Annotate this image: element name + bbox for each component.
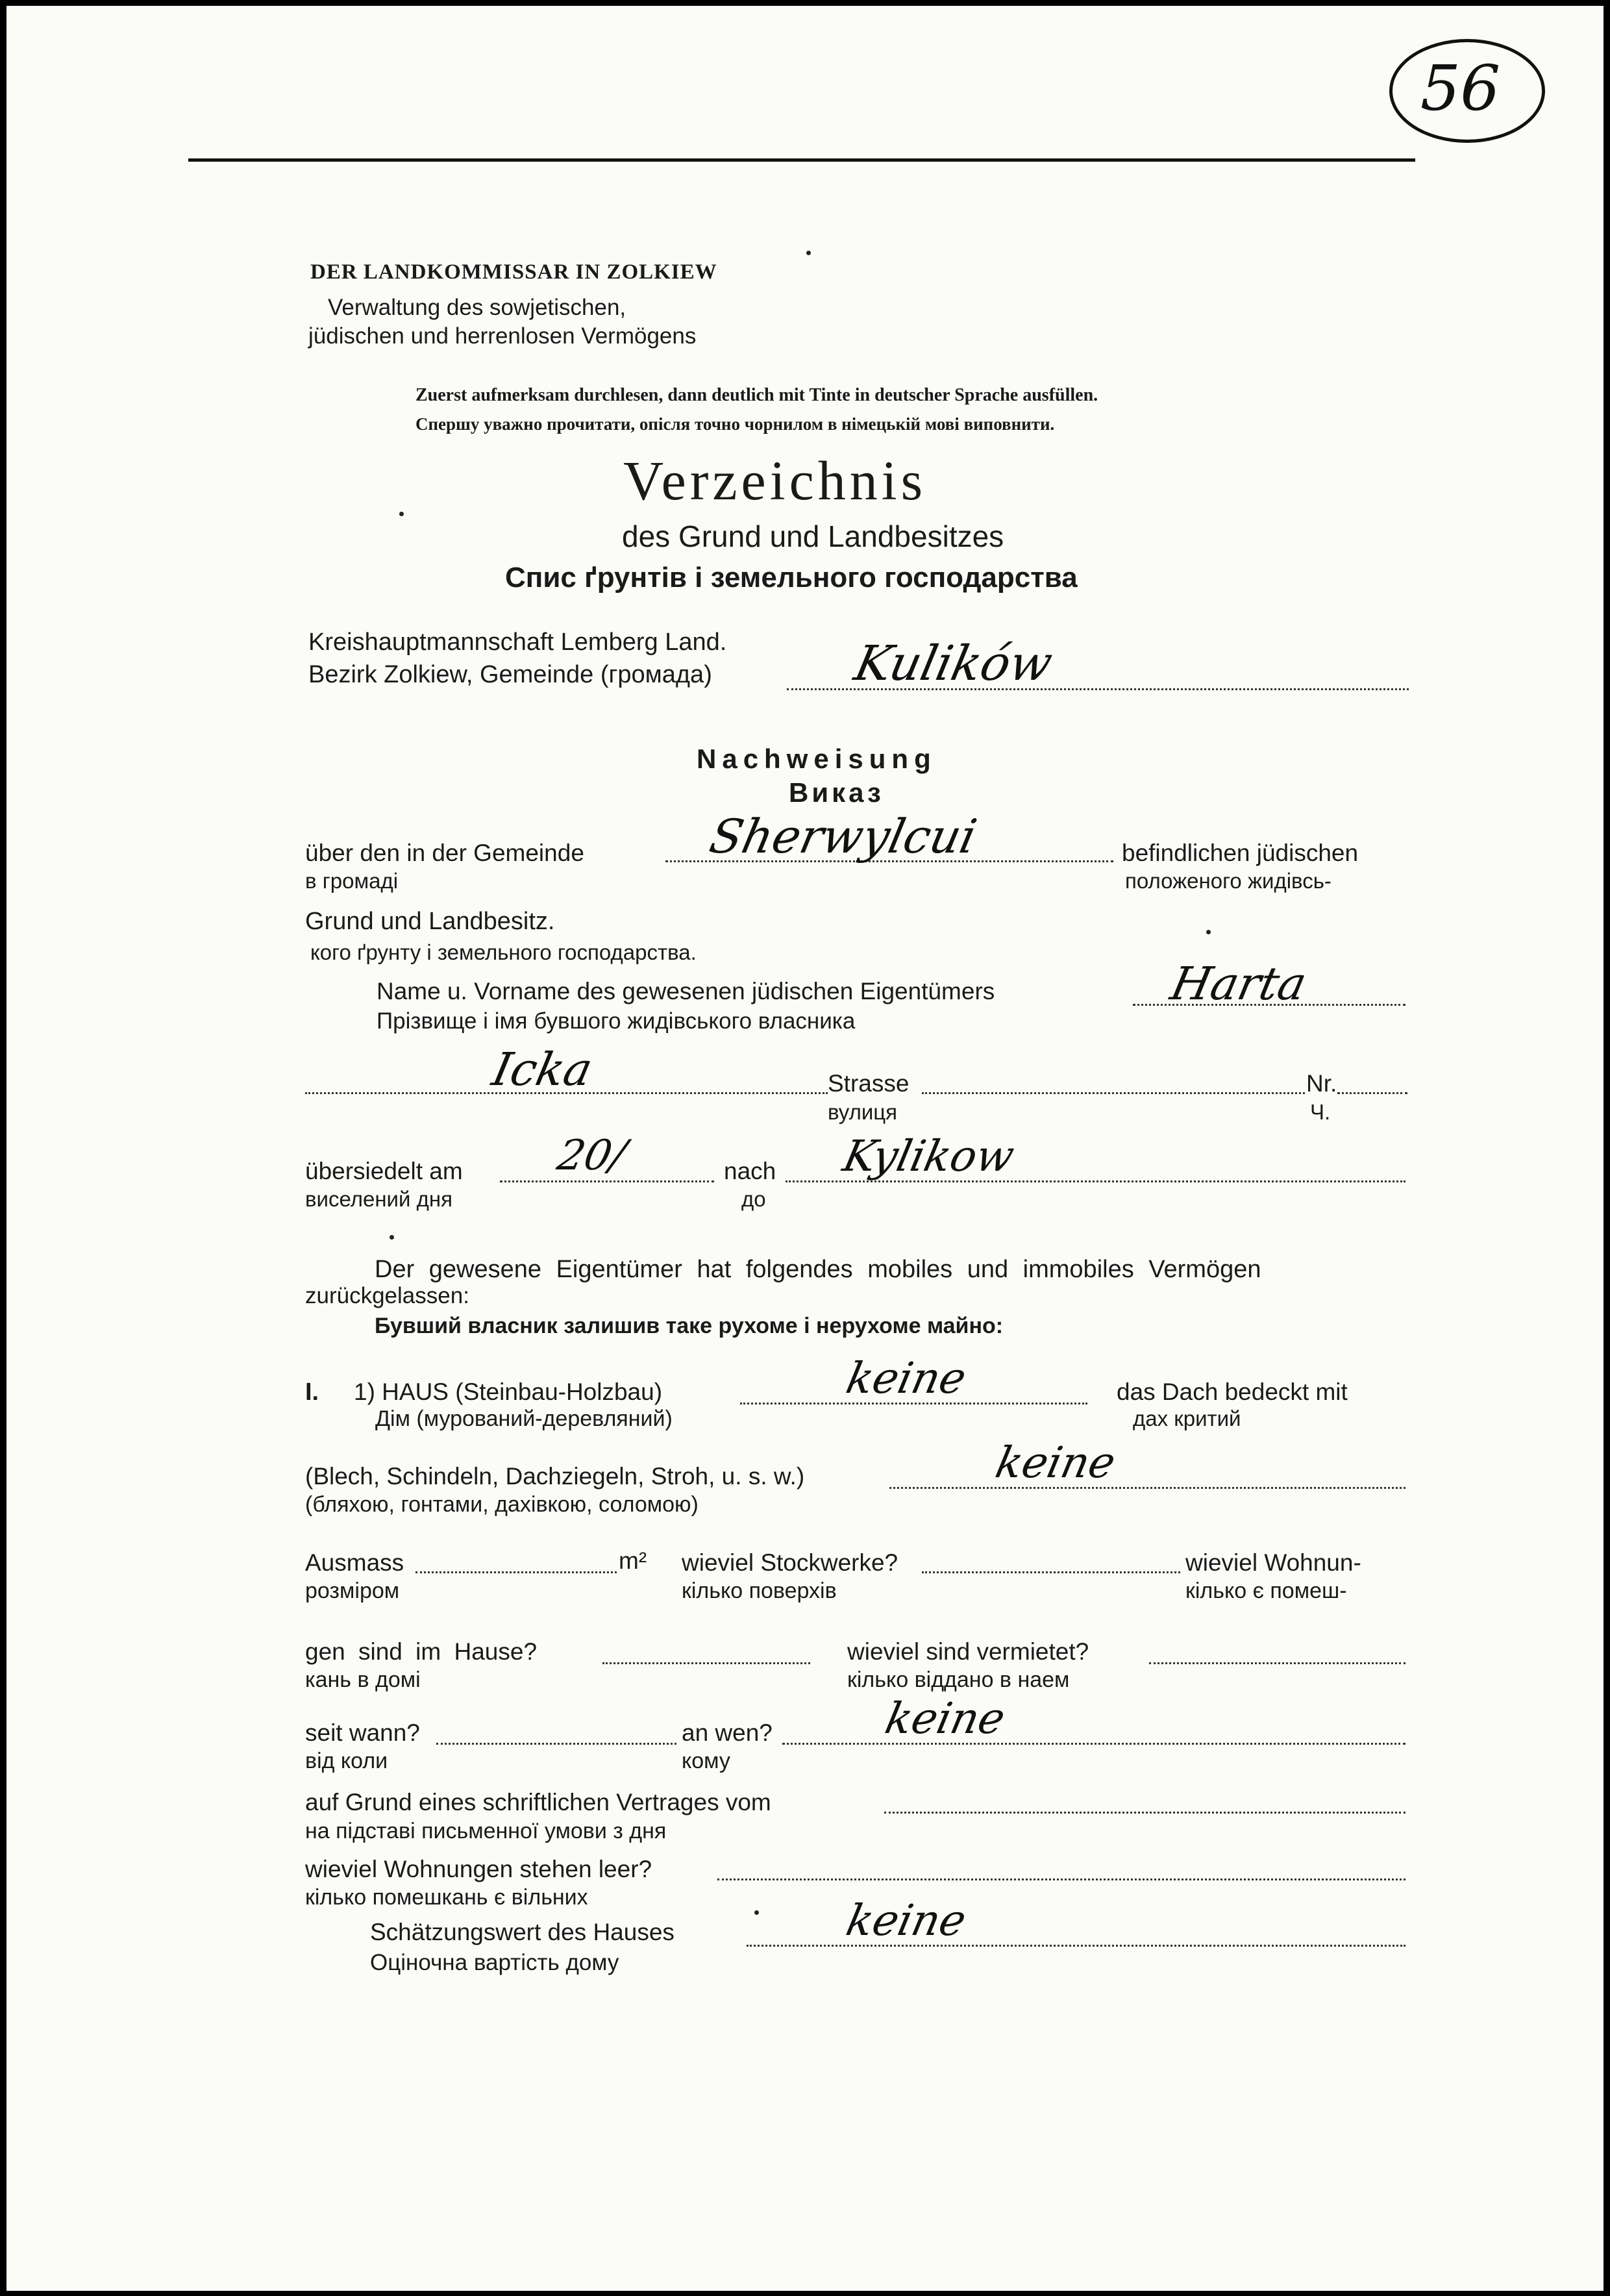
gen-label-ua: кань в домі (305, 1667, 421, 1692)
vertrag-label-de: auf Grund eines schriftlichen Vertrages vom (305, 1789, 771, 1816)
vermietet-label-ua: кілько віддано в наем (847, 1667, 1070, 1692)
leer-label-ua: кілько помешкань є вільних (305, 1885, 588, 1910)
office-title: DER LANDKOMMISSAR IN ZOLKIEW (310, 260, 717, 284)
haus-label-ua: Дім (мурований-деревляний) (375, 1406, 673, 1431)
ausmass-label-de: Ausmass (305, 1549, 404, 1576)
section-heading-de: Nachweisung (697, 743, 937, 774)
gen-field-line (602, 1662, 810, 1664)
stockwerke-label-de: wieviel Stockwerke? (682, 1549, 898, 1576)
page-number: 56 (1413, 52, 1508, 125)
nr-label-de: Nr. (1306, 1070, 1337, 1097)
nach-value: Kylikow (838, 1131, 1019, 1181)
grund-label-de: Grund und Landbesitz. (305, 908, 555, 935)
blech-label-ua: (бляхою, гонтами, дахівкою, соломою) (305, 1492, 699, 1517)
section-heading-ua: Виказ (789, 777, 884, 808)
befindlichen-label-de: befindlichen jüdischen (1122, 840, 1359, 866)
paper-speck (399, 512, 404, 516)
uebersiedelt-value: 20/ (553, 1132, 630, 1180)
seit-field-line (436, 1743, 676, 1745)
schaetzung-label-ua: Оціночна вартість дому (370, 1950, 619, 1975)
uebersiedelt-label-de: übersiedelt am (305, 1158, 463, 1184)
ueber-value: Sherwylcui (705, 809, 982, 864)
ueber-label-ua: в громаді (305, 869, 399, 893)
paper-speck (390, 1235, 394, 1240)
paragraph-ua: Бувший власник залишив таке рухоме і нерухоме майно: (375, 1314, 1004, 1338)
department-line-2: jüdischen und herrenlosen Vermögens (308, 323, 697, 349)
name-label-de: Name u. Vorname des gewesenen jüdischen Eigentümers (377, 978, 995, 1004)
location-line-1: Kreishauptmannschaft Lemberg Land. (308, 629, 727, 656)
ueber-label-de: über den in der Gemeinde (305, 840, 584, 866)
instruction-de: Zuerst aufmerksam durchlesen, dann deutlich mit Tinte in deutscher Sprache ausfüllen. (415, 385, 1098, 405)
strasse-field-line (922, 1092, 1305, 1094)
section-number: I. (305, 1379, 319, 1406)
firstname-value: Icka (488, 1043, 597, 1096)
nach-label-ua: до (741, 1187, 766, 1211)
leer-field-line (717, 1878, 1406, 1880)
schaetzung-label-de: Schätzungswert des Hauses (370, 1919, 675, 1945)
dach-label-ua: дах критий (1133, 1406, 1241, 1430)
location-line-2: Bezirk Zolkiew, Gemeinde (громада) (308, 661, 712, 688)
wohnungen-label-ua: кілько є помеш- (1185, 1578, 1347, 1603)
instruction-ua: Спершу уважно прочитати, опісля точно чорнилом в німецькій мові виповнити. (415, 414, 1055, 434)
blech-field-line (889, 1487, 1406, 1489)
haus-value: keine (841, 1353, 971, 1403)
ausmass-label-ua: розміром (305, 1578, 400, 1603)
strasse-label-ua: вулиця (828, 1100, 898, 1124)
paragraph-de-2: zurückgelassen: (305, 1283, 469, 1308)
anwen-label-ua: кому (682, 1749, 730, 1773)
paragraph-de-1: Der gewesene Eigentümer hat folgendes mobiles und immobiles Vermögen (375, 1256, 1261, 1283)
department-line-1: Verwaltung des sowjetischen, (328, 295, 626, 320)
dach-label-de: das Dach bedeckt mit (1117, 1379, 1348, 1405)
ausmass-unit: m² (619, 1547, 647, 1574)
blech-label-de: (Blech, Schindeln, Dachziegeln, Stroh, u. s. w.) (305, 1463, 805, 1490)
document-title: Verzeichnis (623, 449, 927, 512)
anwen-field-line (782, 1743, 1406, 1745)
seit-label-de: seit wann? (305, 1719, 420, 1746)
gen-label-de: gen sind im Hause? (305, 1638, 538, 1665)
befindlichen-label-ua: положеного жидівсь- (1125, 869, 1331, 893)
document-subtitle-ua: Спис ґрунтів і земельного господарства (505, 562, 1078, 593)
stockwerke-field-line (922, 1571, 1180, 1573)
nach-label-de: nach (724, 1158, 776, 1184)
uebersiedelt-field-line (500, 1180, 714, 1182)
document-subtitle-de: des Grund und Landbesitzes (622, 519, 1004, 553)
surname-value: Harta (1166, 957, 1311, 1010)
ausmass-field-line (415, 1571, 617, 1573)
name-label-ua: Прізвище і імя бувшого жидівського власника (377, 1008, 856, 1034)
vermietet-field-line (1149, 1662, 1406, 1664)
nr-label-ua: Ч. (1310, 1100, 1331, 1124)
schaetzung-value: keine (841, 1895, 971, 1945)
haus-label-de: 1) HAUS (Steinbau-Holzbau) (354, 1379, 663, 1405)
nr-field-line (1337, 1092, 1407, 1094)
vermietet-label-de: wieviel sind vermietet? (847, 1638, 1089, 1665)
uebersiedelt-label-ua: виселений дня (305, 1187, 452, 1211)
paper-speck (1206, 930, 1211, 934)
gemeinde-value: Kulików (849, 636, 1058, 692)
seit-label-ua: від коли (305, 1749, 388, 1773)
paper-speck (806, 251, 811, 255)
strasse-label-de: Strasse (828, 1070, 910, 1097)
anwen-value: keine (880, 1693, 1010, 1743)
wohnungen-label-de: wieviel Wohnun- (1185, 1549, 1361, 1576)
grund-label-ua: кого ґрунту і земельного господарства. (310, 940, 697, 964)
leer-label-de: wieviel Wohnungen stehen leer? (305, 1856, 652, 1882)
anwen-label-de: an wen? (682, 1719, 773, 1746)
vertrag-label-ua: на підставі письменної умови з дня (305, 1819, 667, 1843)
vertrag-field-line (884, 1812, 1406, 1814)
blech-value: keine (991, 1438, 1121, 1488)
paper-speck (754, 1910, 759, 1915)
stockwerke-label-ua: кілько поверхів (682, 1578, 837, 1603)
top-rule (188, 158, 1415, 162)
